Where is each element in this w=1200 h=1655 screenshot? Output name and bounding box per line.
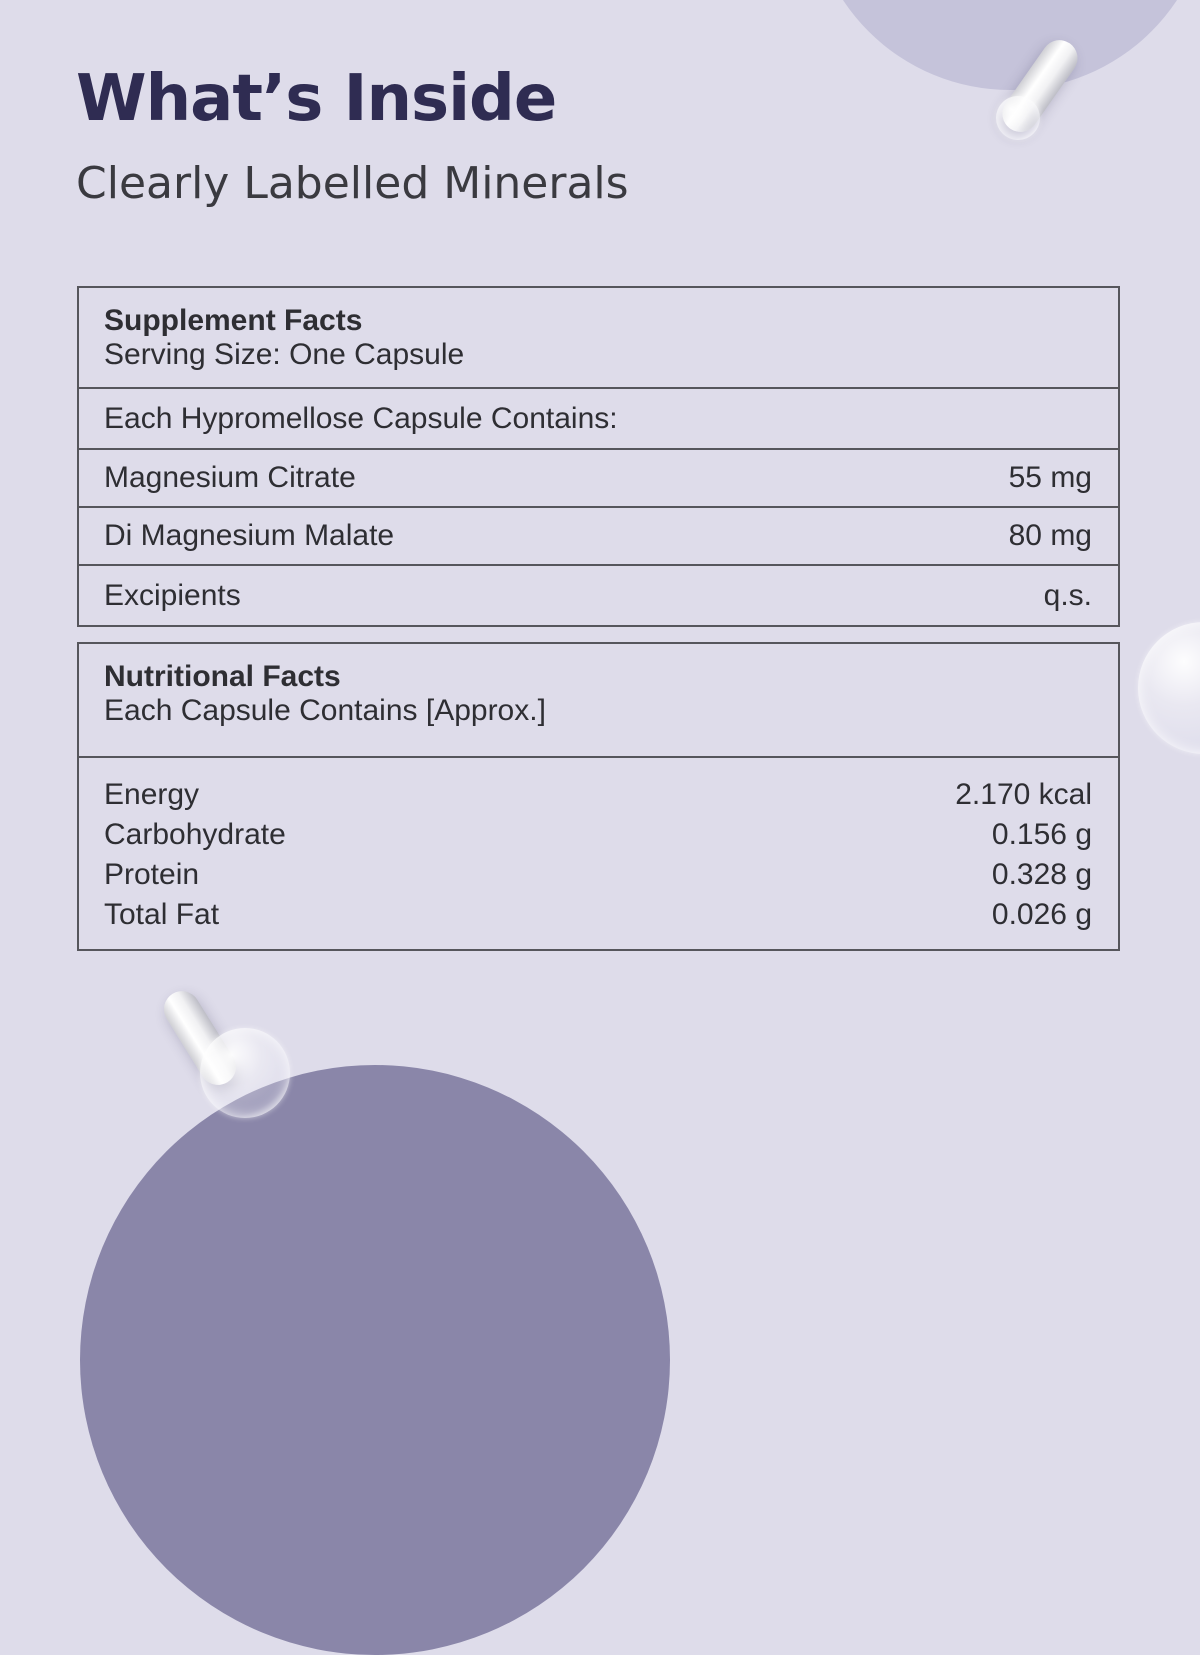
bubble-icon xyxy=(1138,622,1200,754)
nutrient-amount: 0.328 g xyxy=(991,858,1092,891)
ingredient-name: Excipients xyxy=(104,578,241,612)
nutritional-facts-table xyxy=(77,642,1120,951)
nutrient-name: Total Fat xyxy=(104,898,220,931)
nutritional-facts-note: Each Capsule Contains [Approx.] xyxy=(104,694,546,727)
serving-size: Serving Size: One Capsule xyxy=(104,338,465,371)
nutrient-amount: 0.026 g xyxy=(991,898,1092,931)
page-subtitle: Clearly Labelled Minerals xyxy=(76,158,629,209)
table-row xyxy=(104,775,1092,815)
supplement-facts-title: Supplement Facts xyxy=(104,304,363,337)
nutrient-name: Protein xyxy=(104,858,200,891)
ingredient-name: Magnesium Citrate xyxy=(104,461,356,494)
bubble-icon xyxy=(996,96,1040,140)
nutritional-facts-body xyxy=(79,758,1118,935)
supplement-facts-header xyxy=(79,288,1118,389)
ingredient-name: Di Magnesium Malate xyxy=(104,519,395,552)
table-row xyxy=(104,895,1092,935)
nutrient-amount: 2.170 kcal xyxy=(955,778,1092,811)
bubble-icon xyxy=(200,1028,290,1118)
decorative-circle-bottom xyxy=(80,1065,670,1655)
nutritional-facts-header xyxy=(79,644,1118,758)
table-row xyxy=(104,815,1092,855)
supplement-facts-table xyxy=(77,286,1120,627)
decorative-circle-top xyxy=(810,0,1200,90)
nutrient-name: Carbohydrate xyxy=(104,818,286,851)
table-row xyxy=(79,566,1118,625)
page-title: What’s Inside xyxy=(76,62,557,136)
ingredient-amount: 55 mg xyxy=(1008,461,1092,494)
table-row xyxy=(79,450,1118,508)
table-row xyxy=(104,855,1092,895)
nutritional-facts-title: Nutritional Facts xyxy=(104,660,341,693)
capsule-note-row xyxy=(79,389,1118,450)
ingredient-amount: 80 mg xyxy=(1008,519,1092,552)
table-row xyxy=(79,508,1118,566)
ingredient-amount: q.s. xyxy=(1043,578,1092,612)
capsule-note: Each Hypromellose Capsule Contains: xyxy=(104,401,618,435)
nutrient-name: Energy xyxy=(104,778,200,811)
nutrient-amount: 0.156 g xyxy=(991,818,1092,851)
